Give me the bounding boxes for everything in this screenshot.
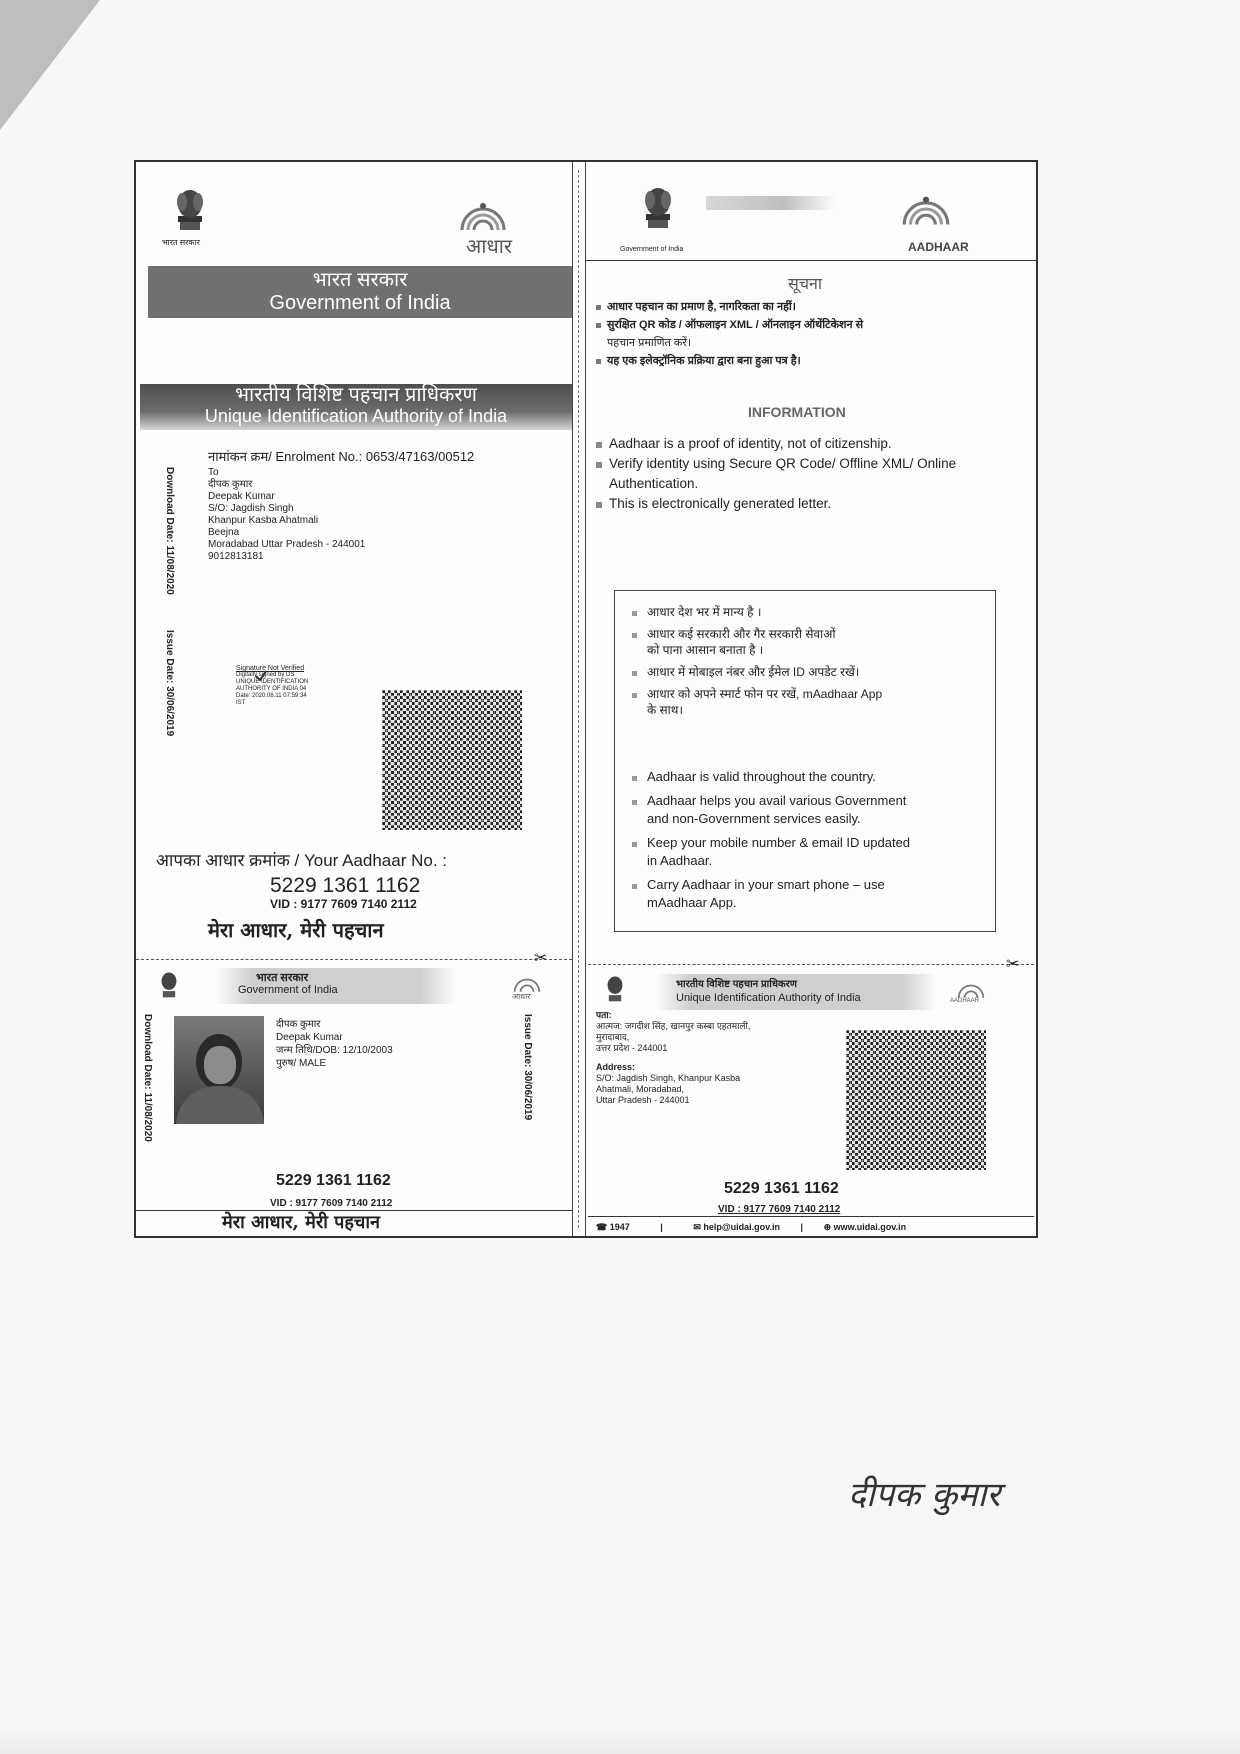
card-govt-hindi: भारत सरकार xyxy=(256,972,309,984)
card-download-date: Download Date: 11/08/2020 xyxy=(142,1014,153,1142)
header-blur-band xyxy=(706,196,836,210)
list-item: and non-Government services easily. xyxy=(647,811,861,826)
list-item: आधार में मोबाइल नंबर और ईमेल ID अपडेट रखें। xyxy=(632,664,882,680)
suchna-title: सूचना xyxy=(788,276,823,293)
list-item: आधार पहचान का प्रमाण है, नागरिकता का नहीं। xyxy=(596,298,863,316)
holder-photo xyxy=(174,1016,264,1124)
cut-line xyxy=(136,959,572,960)
footer-separator: | xyxy=(800,1222,804,1232)
aadhaar-number: 5229 1361 1162 xyxy=(270,874,421,897)
card-holder-details xyxy=(276,1018,393,1070)
emblem-caption: भारत सरकार xyxy=(162,238,200,247)
address-line: Moradabad Uttar Pradesh - 244001 xyxy=(208,539,366,550)
national-emblem-icon xyxy=(602,974,628,1010)
card-issue-date: Issue Date: 30/06/2019 xyxy=(522,1014,533,1121)
email-text: help@uidai.gov.in xyxy=(703,1222,781,1232)
card-address-block xyxy=(596,1010,750,1106)
list-item: mAadhaar App. xyxy=(647,895,737,910)
address-line: आत्मज: जगदीश सिंह, खानपुर कस्बा एहतमाली, xyxy=(596,1021,751,1031)
card-gender: पुरुष/ MALE xyxy=(276,1058,327,1069)
address-line: उत्तर प्रदेश - 244001 xyxy=(596,1043,668,1053)
list-item: Verify identity using Secure QR Code/ Offline XML/ Online xyxy=(596,454,956,474)
address-line: Ahatmali, Moradabad, xyxy=(596,1084,685,1094)
list-item: आधार कई सरकारी और गैर सरकारी सेवाओं xyxy=(632,626,882,642)
address-line: मुरादाबाद, xyxy=(596,1032,630,1042)
phone-icon: ☎ xyxy=(596,1222,608,1232)
list-item: Aadhaar helps you avail various Government xyxy=(632,792,910,810)
list-item: आधार देश भर में मान्य है । xyxy=(632,604,882,620)
list-item: Carry Aadhaar in your smart phone – use xyxy=(632,876,910,894)
list-item: आधार को अपने स्मार्ट फोन पर रखें, mAadhaar App xyxy=(632,686,882,702)
enrolment-number: नामांकन क्रम/ Enrolment No.: 0653/47163/00512 xyxy=(208,449,475,464)
national-emblem-icon xyxy=(170,186,210,244)
vid-number: VID : 9177 7609 7140 2112 xyxy=(270,897,417,911)
scan-edge xyxy=(0,1730,1240,1754)
benefits-hindi-list xyxy=(632,604,882,718)
card-dob: जन्म तिथि/DOB: 12/10/2003 xyxy=(276,1045,393,1056)
issue-date: Issue Date: 30/06/2019 xyxy=(164,630,175,737)
card-govt-english: Government of India xyxy=(238,984,338,996)
card-aadhaar-logo-text: AADHAAR xyxy=(950,998,980,1004)
card-back-divider xyxy=(588,1216,1034,1217)
national-emblem-icon xyxy=(638,184,678,242)
tagline: मेरा आधार, मेरी पहचान xyxy=(208,918,384,942)
card-back-aadhaar-number: 5229 1361 1162 xyxy=(724,1180,839,1197)
card-footer xyxy=(596,1222,906,1233)
list-item: के साथ। xyxy=(647,703,683,717)
address-line: Beejna xyxy=(208,527,240,538)
card-tagline: मेरा आधार, मेरी पहचान xyxy=(222,1212,380,1233)
emblem-caption: Government of India xyxy=(620,246,684,253)
uidai-hindi: भारतीय विशिष्ट पहचान प्राधिकरण xyxy=(234,384,478,406)
list-item: पहचान प्रमाणित करें। xyxy=(607,337,692,349)
uidai-english: Unique Identification Authority of India xyxy=(204,406,508,426)
aadhaar-letter xyxy=(134,160,1038,1238)
scissors-icon: ✂ xyxy=(1006,956,1020,973)
folded-corner xyxy=(0,0,100,130)
govt-hindi: भारत सरकार xyxy=(312,269,408,291)
address-line: To xyxy=(208,467,219,478)
card-back-vid: VID : 9177 7609 7140 2112 xyxy=(718,1204,841,1215)
aadhaar-logo-icon xyxy=(896,192,956,226)
recipient-address xyxy=(208,467,365,563)
card-qr-code xyxy=(846,1030,986,1170)
email-icon: ✉ xyxy=(693,1222,701,1232)
qr-code xyxy=(382,690,522,830)
aadhaar-logo-text: आधार xyxy=(466,236,513,258)
aadhaar-logo-icon xyxy=(954,980,988,998)
card-aadhaar-number: 5229 1361 1162 xyxy=(276,1172,391,1189)
address-line: S/O: Jagdish Singh, Khanpur Kasba xyxy=(596,1073,741,1083)
list-item: को पाना आसान बनाता है । xyxy=(647,643,764,657)
list-item: सुरक्षित QR कोड / ऑफलाइन XML / ऑनलाइन ऑथेंटिकेशन से xyxy=(596,316,863,334)
phone-number: 1947 xyxy=(609,1222,630,1232)
card-name-hindi: दीपक कुमार xyxy=(276,1019,321,1030)
checkmark-icon xyxy=(254,669,268,683)
address-line: Uttar Pradesh - 244001 xyxy=(596,1095,690,1105)
globe-icon: ⊕ xyxy=(823,1222,832,1232)
card-aadhaar-logo-text: आधार xyxy=(512,992,531,1001)
handwritten-signature: दीपक कुमार xyxy=(848,1475,1001,1515)
national-emblem-icon xyxy=(156,970,182,1006)
aadhaar-logo-icon xyxy=(454,200,512,230)
header-rule xyxy=(586,260,1038,261)
address-line: S/O: Jagdish Singh xyxy=(208,503,294,514)
address-line: दीपक कुमार xyxy=(208,479,253,490)
list-item: Authentication. xyxy=(609,476,699,491)
uidai-banner xyxy=(140,384,572,430)
aadhaar-logo-icon xyxy=(510,974,544,992)
aadhaar-logo-text: AADHAAR xyxy=(908,240,969,254)
card-vid: VID : 9177 7609 7140 2112 xyxy=(270,1198,393,1209)
your-aadhaar-label: आपका आधार क्रमांक / Your Aadhaar No. : xyxy=(156,851,448,870)
address-line: Khanpur Kasba Ahatmali xyxy=(208,515,319,526)
card-name-english: Deepak Kumar xyxy=(276,1032,343,1043)
benefits-english-list xyxy=(632,768,910,912)
list-item: Aadhaar is valid throughout the country. xyxy=(632,768,910,786)
cut-line xyxy=(588,964,1034,965)
address-label: Address: xyxy=(596,1062,636,1072)
list-item: यह एक इलेक्ट्रॉनिक प्रक्रिया द्वारा बना हुआ पत्र है। xyxy=(596,352,863,370)
information-title: INFORMATION xyxy=(748,404,846,420)
website-text: www.uidai.gov.in xyxy=(833,1222,907,1232)
pata-label: पता: xyxy=(596,1010,612,1020)
address-line: 9012813181 xyxy=(208,551,264,562)
list-item: in Aadhaar. xyxy=(647,853,713,868)
list-item: This is electronically generated letter. xyxy=(596,494,956,514)
card-uidai-hindi: भारतीय विशिष्ट पहचान प्राधिकरण xyxy=(676,979,798,990)
address-line: Deepak Kumar xyxy=(208,491,275,502)
card-uidai-english: Unique Identification Authority of India xyxy=(676,992,861,1004)
govt-english: Government of India xyxy=(269,292,451,314)
footer-separator: | xyxy=(660,1222,663,1232)
download-date: Download Date: 11/08/2020 xyxy=(164,467,175,595)
suchna-list xyxy=(596,298,863,370)
list-item: Aadhaar is a proof of identity, not of citizenship. xyxy=(596,434,956,454)
list-item: Keep your mobile number & email ID updated xyxy=(632,834,910,852)
scissors-icon: ✂ xyxy=(534,950,548,967)
fold-divider xyxy=(572,162,586,1236)
govt-banner xyxy=(148,266,572,318)
information-list xyxy=(596,434,956,514)
signature-stamp: Signature Not Verified Digitally signed by DS UNIQUE IDENTIFICATION AUTHORITY OF INDIA 04 Date: 2020.08.11 07:59:34 IST xyxy=(236,665,309,706)
